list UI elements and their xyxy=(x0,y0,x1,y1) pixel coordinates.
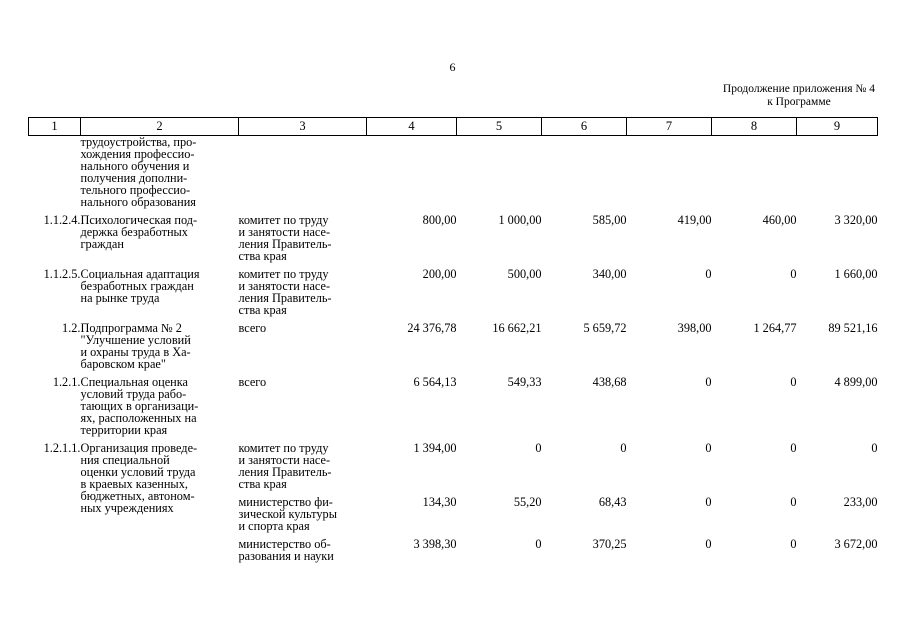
value-cell: 68,43 xyxy=(598,495,627,509)
row-name-line: держка безработных xyxy=(80,225,188,239)
row-code: 1.2.1.1. xyxy=(43,441,81,455)
value-cell: 0 xyxy=(790,267,797,281)
value-cell: 3 320,00 xyxy=(834,213,878,227)
row-responsible-line: и занятости насе- xyxy=(238,453,331,467)
row-responsible-line: и занятости насе- xyxy=(238,225,331,239)
value-cell: 24 376,78 xyxy=(407,321,457,335)
value-cell: 200,00 xyxy=(422,267,457,281)
row-name xyxy=(81,262,239,316)
row-name-line: нального образования xyxy=(80,195,196,209)
row-responsible xyxy=(239,262,367,316)
row-code: 1.2. xyxy=(62,321,81,335)
row-name-line: бюджетных, автоном- xyxy=(80,489,195,503)
row-code xyxy=(29,136,81,209)
value-cell: 0 xyxy=(705,441,712,455)
column-header: 8 xyxy=(712,118,797,136)
appendix-note-line2: к Программе xyxy=(767,96,831,108)
value-cell: 438,68 xyxy=(592,375,627,389)
table-row xyxy=(29,436,878,490)
row-responsible xyxy=(239,136,367,209)
value-cell: 1 264,77 xyxy=(753,321,797,335)
value-cell: 0 xyxy=(535,441,542,455)
row-name-line: в краевых казенных, xyxy=(80,477,188,491)
row-responsible-line: зической культуры xyxy=(238,507,337,521)
table-row xyxy=(29,370,878,436)
value-cell xyxy=(627,136,712,209)
row-name xyxy=(81,208,239,262)
value-cell xyxy=(367,136,457,209)
program-table xyxy=(28,117,878,562)
value-cell: 0 xyxy=(790,495,797,509)
row-code: 1.2.1. xyxy=(52,375,81,389)
value-cell: 89 521,16 xyxy=(828,321,878,335)
row-name-line: ния специальной xyxy=(80,453,170,467)
row-name-line: ях, расположенных на xyxy=(80,411,197,425)
row-responsible-line: министерство об- xyxy=(238,537,331,551)
row-responsible-line: ства края xyxy=(238,477,287,491)
column-header: 7 xyxy=(627,118,712,136)
row-name-line: Социальная адаптация xyxy=(80,267,200,281)
row-code: 1.1.2.5. xyxy=(43,267,81,281)
row-name-line: трудоустройства, про- xyxy=(80,135,197,149)
column-header: 3 xyxy=(239,118,367,136)
row-name-line: на рынке труда xyxy=(80,291,160,305)
row-name-line: Подпрограмма № 2 xyxy=(80,321,182,335)
value-cell: 419,00 xyxy=(677,213,712,227)
row-responsible-line: ления Правитель- xyxy=(238,465,332,479)
row-name-line: получения дополни- xyxy=(80,171,188,185)
value-cell xyxy=(712,136,797,209)
column-header: 2 xyxy=(81,118,239,136)
row-name-line: ных учреждениях xyxy=(80,501,174,515)
value-cell: 0 xyxy=(705,537,712,551)
value-cell: 0 xyxy=(871,441,878,455)
row-name-line: и охраны труда в Ха- xyxy=(80,345,191,359)
table-header-row xyxy=(29,118,878,136)
value-cell: 370,25 xyxy=(592,537,627,551)
row-name xyxy=(81,136,239,209)
column-header: 5 xyxy=(457,118,542,136)
row-responsible-line: ления Правитель- xyxy=(238,291,332,305)
row-name-line: тельного профессио- xyxy=(80,183,191,197)
value-cell: 800,00 xyxy=(422,213,457,227)
row-name-line: территории края xyxy=(80,423,168,437)
value-cell: 340,00 xyxy=(592,267,627,281)
value-cell: 0 xyxy=(790,441,797,455)
row-responsible-line: комитет по труду xyxy=(238,441,329,455)
value-cell: 16 662,21 xyxy=(492,321,542,335)
row-responsible xyxy=(239,208,367,262)
row-responsible-line: ства края xyxy=(238,249,287,263)
row-responsible-line: ства края xyxy=(238,303,287,317)
row-name-line: Организация проведе- xyxy=(80,441,198,455)
value-cell: 55,20 xyxy=(513,495,542,509)
row-name-line: безработных граждан xyxy=(80,279,194,293)
value-cell xyxy=(457,136,542,209)
value-cell: 0 xyxy=(535,537,542,551)
row-name-line: Психологическая под- xyxy=(80,213,198,227)
value-cell: 549,33 xyxy=(507,375,542,389)
row-code: 1.1.2.4. xyxy=(43,213,81,227)
value-cell: 0 xyxy=(790,375,797,389)
row-responsible-line: комитет по труду xyxy=(238,267,329,281)
column-header: 6 xyxy=(542,118,627,136)
column-header: 1 xyxy=(29,118,81,136)
appendix-note xyxy=(723,83,875,109)
row-responsible-line: всего xyxy=(238,375,267,389)
row-responsible xyxy=(239,370,367,436)
row-responsible-line: всего xyxy=(238,321,267,335)
row-responsible xyxy=(239,490,367,532)
table-row xyxy=(29,208,878,262)
table-row xyxy=(29,316,878,370)
row-name-line: граждан xyxy=(80,237,124,251)
value-cell xyxy=(542,136,627,209)
page-number: 6 xyxy=(449,60,456,74)
row-name xyxy=(81,436,239,562)
value-cell: 3 398,30 xyxy=(413,537,457,551)
row-name-line: тающих в организаци- xyxy=(80,399,199,413)
value-cell: 1 660,00 xyxy=(834,267,878,281)
row-name-line: условий труда рабо- xyxy=(80,387,187,401)
row-responsible xyxy=(239,316,367,370)
value-cell: 0 xyxy=(705,267,712,281)
row-name-line: Специальная оценка xyxy=(80,375,188,389)
row-responsible-line: министерство фи- xyxy=(238,495,333,509)
row-responsible-line: комитет по труду xyxy=(238,213,329,227)
value-cell: 500,00 xyxy=(507,267,542,281)
row-name-line: хождения профессио- xyxy=(80,147,195,161)
row-responsible-line: и занятости насе- xyxy=(238,279,331,293)
value-cell: 233,00 xyxy=(843,495,878,509)
row-name-line: "Улучшение условий xyxy=(80,333,191,347)
row-responsible xyxy=(239,532,367,562)
value-cell: 1 394,00 xyxy=(413,441,457,455)
row-name-line: баровском крае" xyxy=(80,357,166,371)
row-responsible-line: и спорта края xyxy=(238,519,310,533)
row-responsible-line: ления Правитель- xyxy=(238,237,332,251)
row-name-line: нального обучения и xyxy=(80,159,190,173)
value-cell: 4 899,00 xyxy=(834,375,878,389)
value-cell: 134,30 xyxy=(422,495,457,509)
value-cell: 585,00 xyxy=(592,213,627,227)
value-cell xyxy=(797,136,878,209)
table-body xyxy=(29,136,878,563)
value-cell: 0 xyxy=(705,375,712,389)
row-responsible xyxy=(239,436,367,490)
row-responsible-line: разования и науки xyxy=(238,549,334,563)
row-name xyxy=(81,370,239,436)
row-name-line: оценки условий труда xyxy=(80,465,196,479)
value-cell: 3 672,00 xyxy=(834,537,878,551)
value-cell: 5 659,72 xyxy=(583,321,627,335)
value-cell: 460,00 xyxy=(762,213,797,227)
appendix-note-line1: Продолжение приложения № 4 xyxy=(722,83,875,95)
value-cell: 6 564,13 xyxy=(413,375,457,389)
table-row xyxy=(29,262,878,316)
column-header: 9 xyxy=(797,118,878,136)
row-name xyxy=(81,316,239,370)
table-row xyxy=(29,136,878,209)
value-cell: 0 xyxy=(620,441,627,455)
value-cell: 0 xyxy=(705,495,712,509)
column-header: 4 xyxy=(367,118,457,136)
value-cell: 1 000,00 xyxy=(498,213,542,227)
value-cell: 398,00 xyxy=(677,321,712,335)
value-cell: 0 xyxy=(790,537,797,551)
